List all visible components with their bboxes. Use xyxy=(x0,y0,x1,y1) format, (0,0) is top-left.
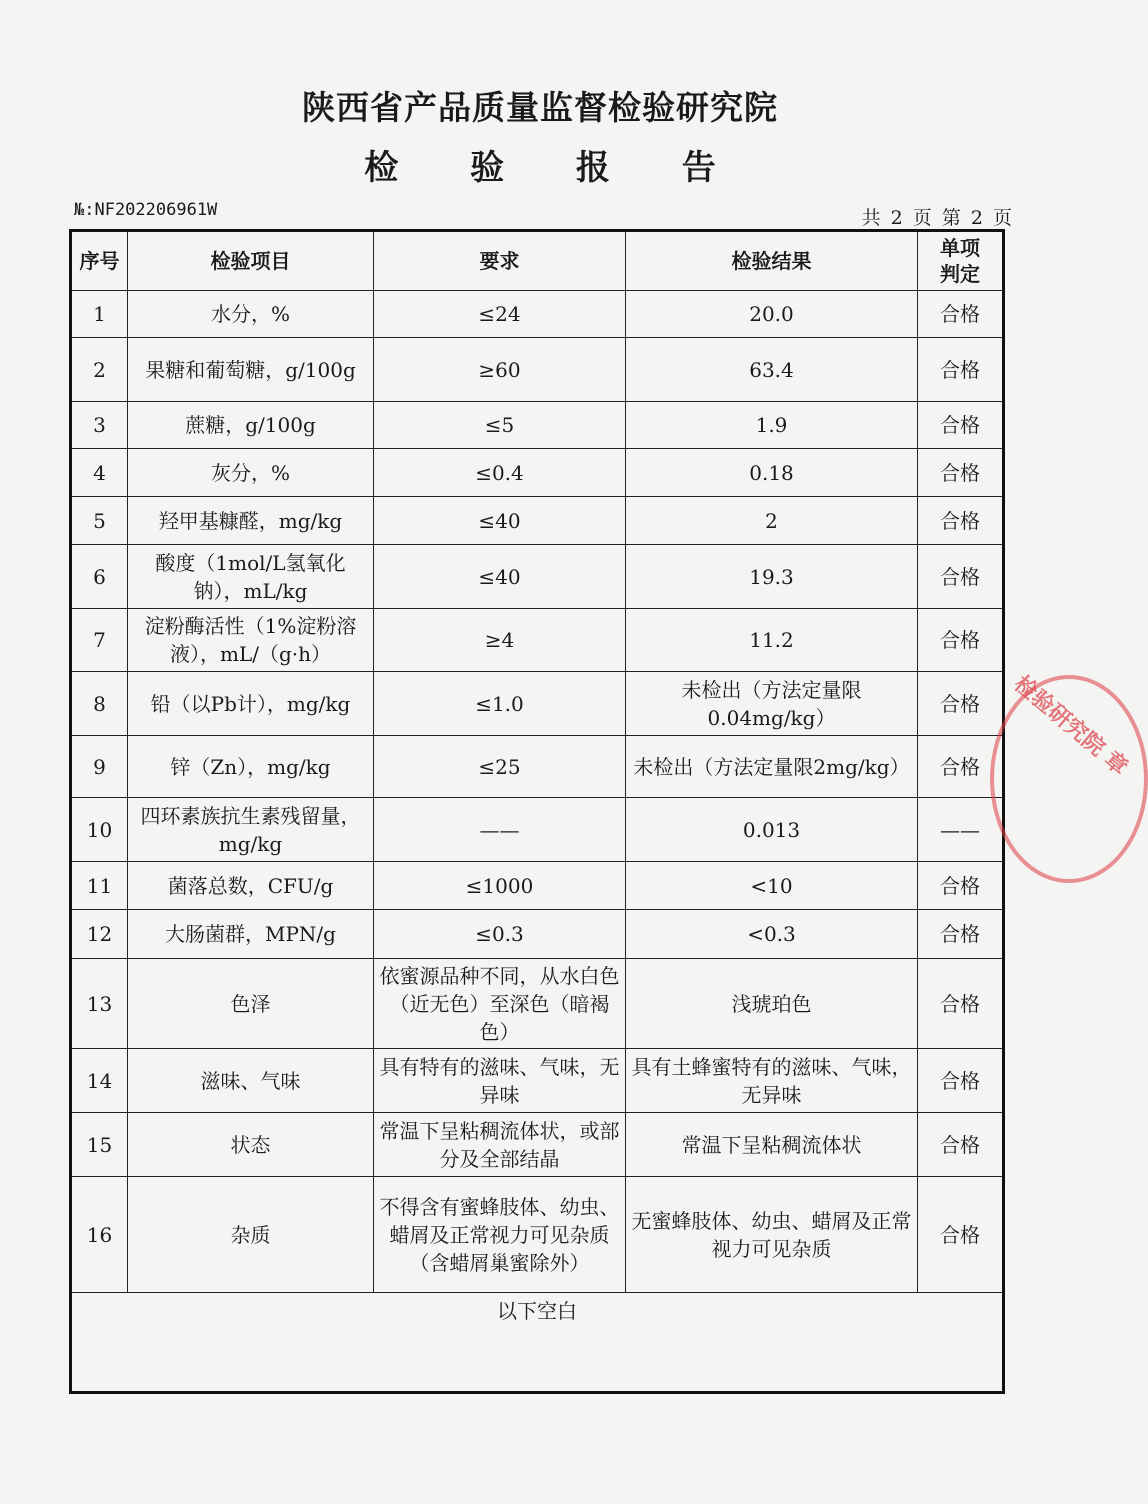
blank-note: 以下空白 xyxy=(71,1293,1004,1393)
document-title: 检 验 报 告 xyxy=(364,148,746,188)
row-item: 滋味、气味 xyxy=(128,1049,374,1113)
row-number: 6 xyxy=(71,545,128,609)
row-result: 1.9 xyxy=(626,402,918,449)
table-row xyxy=(71,959,1004,1049)
row-number: 11 xyxy=(71,862,128,910)
row-verdict: 合格 xyxy=(918,736,1004,798)
table-row xyxy=(71,910,1004,959)
row-result: 2 xyxy=(626,497,918,545)
row-item: 色泽 xyxy=(128,959,374,1049)
row-item: 水分，% xyxy=(128,291,374,338)
row-result: 未检出（方法定量限0.04mg/kg） xyxy=(626,672,918,736)
row-result: 11.2 xyxy=(626,609,918,672)
table-row xyxy=(71,291,1004,338)
row-verdict: 合格 xyxy=(918,959,1004,1049)
page-info: 共 2 页 第 2 页 xyxy=(861,207,1014,229)
row-item: 铅（以Pb计），mg/kg xyxy=(128,672,374,736)
row-verdict: 合格 xyxy=(918,1177,1004,1293)
row-number: 15 xyxy=(71,1113,128,1177)
row-verdict: 合格 xyxy=(918,910,1004,959)
table-row xyxy=(71,1049,1004,1113)
table-row xyxy=(71,672,1004,736)
table-row xyxy=(71,1113,1004,1177)
row-number: 2 xyxy=(71,338,128,402)
row-number: 1 xyxy=(71,291,128,338)
row-item: 淀粉酶活性（1%淀粉溶液），mL/（g·h） xyxy=(128,609,374,672)
row-verdict: 合格 xyxy=(918,672,1004,736)
row-number: 7 xyxy=(71,609,128,672)
row-requirement: ≤40 xyxy=(374,497,626,545)
header-result: 检验结果 xyxy=(626,231,918,291)
row-verdict: 合格 xyxy=(918,545,1004,609)
row-number: 8 xyxy=(71,672,128,736)
table-row xyxy=(71,497,1004,545)
header-verdict: 单项 判定 xyxy=(918,231,1004,291)
inspection-table xyxy=(69,229,1005,1394)
row-result: 具有土蜂蜜特有的滋味、气味，无异味 xyxy=(626,1049,918,1113)
row-verdict: 合格 xyxy=(918,338,1004,402)
official-seal-stamp xyxy=(990,670,1148,883)
row-result: <0.3 xyxy=(626,910,918,959)
row-number: 14 xyxy=(71,1049,128,1113)
row-item: 果糖和葡萄糖，g/100g xyxy=(128,338,374,402)
row-verdict: 合格 xyxy=(918,291,1004,338)
row-verdict: 合格 xyxy=(918,862,1004,910)
row-item: 羟甲基糠醛，mg/kg xyxy=(128,497,374,545)
table-row xyxy=(71,736,1004,798)
row-requirement: 不得含有蜜蜂肢体、幼虫、蜡屑及正常视力可见杂质（含蜡屑巢蜜除外） xyxy=(374,1177,626,1293)
row-result: 浅琥珀色 xyxy=(626,959,918,1049)
row-requirement: ≤24 xyxy=(374,291,626,338)
header-item: 检验项目 xyxy=(128,231,374,291)
table-row xyxy=(71,609,1004,672)
header-requirement: 要求 xyxy=(374,231,626,291)
row-result: 未检出（方法定量限2mg/kg） xyxy=(626,736,918,798)
row-item: 大肠菌群，MPN/g xyxy=(128,910,374,959)
row-item: 四环素族抗生素残留量，mg/kg xyxy=(128,798,374,862)
row-requirement: ≤40 xyxy=(374,545,626,609)
row-verdict: 合格 xyxy=(918,609,1004,672)
row-requirement: —— xyxy=(374,798,626,862)
row-result: 20.0 xyxy=(626,291,918,338)
row-number: 10 xyxy=(71,798,128,862)
row-number: 13 xyxy=(71,959,128,1049)
row-verdict: 合格 xyxy=(918,497,1004,545)
row-requirement: ≥60 xyxy=(374,338,626,402)
table-header-row xyxy=(71,231,1004,291)
table-row xyxy=(71,862,1004,910)
row-result: 19.3 xyxy=(626,545,918,609)
row-requirement: ≤1000 xyxy=(374,862,626,910)
row-result: 0.18 xyxy=(626,449,918,497)
row-result: <10 xyxy=(626,862,918,910)
row-item: 菌落总数，CFU/g xyxy=(128,862,374,910)
table-row xyxy=(71,545,1004,609)
row-number: 5 xyxy=(71,497,128,545)
row-requirement: 具有特有的滋味、气味，无异味 xyxy=(374,1049,626,1113)
row-requirement: ≤1.0 xyxy=(374,672,626,736)
row-requirement: 常温下呈粘稠流体状，或部分及全部结晶 xyxy=(374,1113,626,1177)
row-number: 9 xyxy=(71,736,128,798)
row-verdict: 合格 xyxy=(918,449,1004,497)
header-no: 序号 xyxy=(71,231,128,291)
row-item: 灰分，% xyxy=(128,449,374,497)
row-requirement: ≤5 xyxy=(374,402,626,449)
row-result: 63.4 xyxy=(626,338,918,402)
row-verdict: 合格 xyxy=(918,402,1004,449)
row-requirement: 依蜜源品种不同，从水白色（近无色）至深色（暗褐色） xyxy=(374,959,626,1049)
table-row xyxy=(71,798,1004,862)
row-requirement: ≤0.4 xyxy=(374,449,626,497)
row-number: 16 xyxy=(71,1177,128,1293)
row-requirement: ≤25 xyxy=(374,736,626,798)
row-result: 常温下呈粘稠流体状 xyxy=(626,1113,918,1177)
seal-text: 检验研究院 章 xyxy=(1009,670,1133,781)
row-verdict: 合格 xyxy=(918,1049,1004,1113)
row-result: 无蜜蜂肢体、幼虫、蜡屑及正常视力可见杂质 xyxy=(626,1177,918,1293)
row-requirement: ≥4 xyxy=(374,609,626,672)
row-requirement: ≤0.3 xyxy=(374,910,626,959)
table-row xyxy=(71,449,1004,497)
table-row xyxy=(71,402,1004,449)
institution-title: 陕西省产品质量监督检验研究院 xyxy=(302,88,778,127)
table-row xyxy=(71,338,1004,402)
row-item: 酸度（1mol/L氢氧化钠），mL/kg xyxy=(128,545,374,609)
row-number: 3 xyxy=(71,402,128,449)
report-number: №:NF202206961W xyxy=(74,200,218,220)
row-verdict: —— xyxy=(918,798,1004,862)
row-item: 状态 xyxy=(128,1113,374,1177)
row-result: 0.013 xyxy=(626,798,918,862)
row-number: 12 xyxy=(71,910,128,959)
row-item: 锌（Zn），mg/kg xyxy=(128,736,374,798)
table-row xyxy=(71,1177,1004,1293)
row-item: 杂质 xyxy=(128,1177,374,1293)
row-verdict: 合格 xyxy=(918,1113,1004,1177)
row-item: 蔗糖，g/100g xyxy=(128,402,374,449)
row-number: 4 xyxy=(71,449,128,497)
